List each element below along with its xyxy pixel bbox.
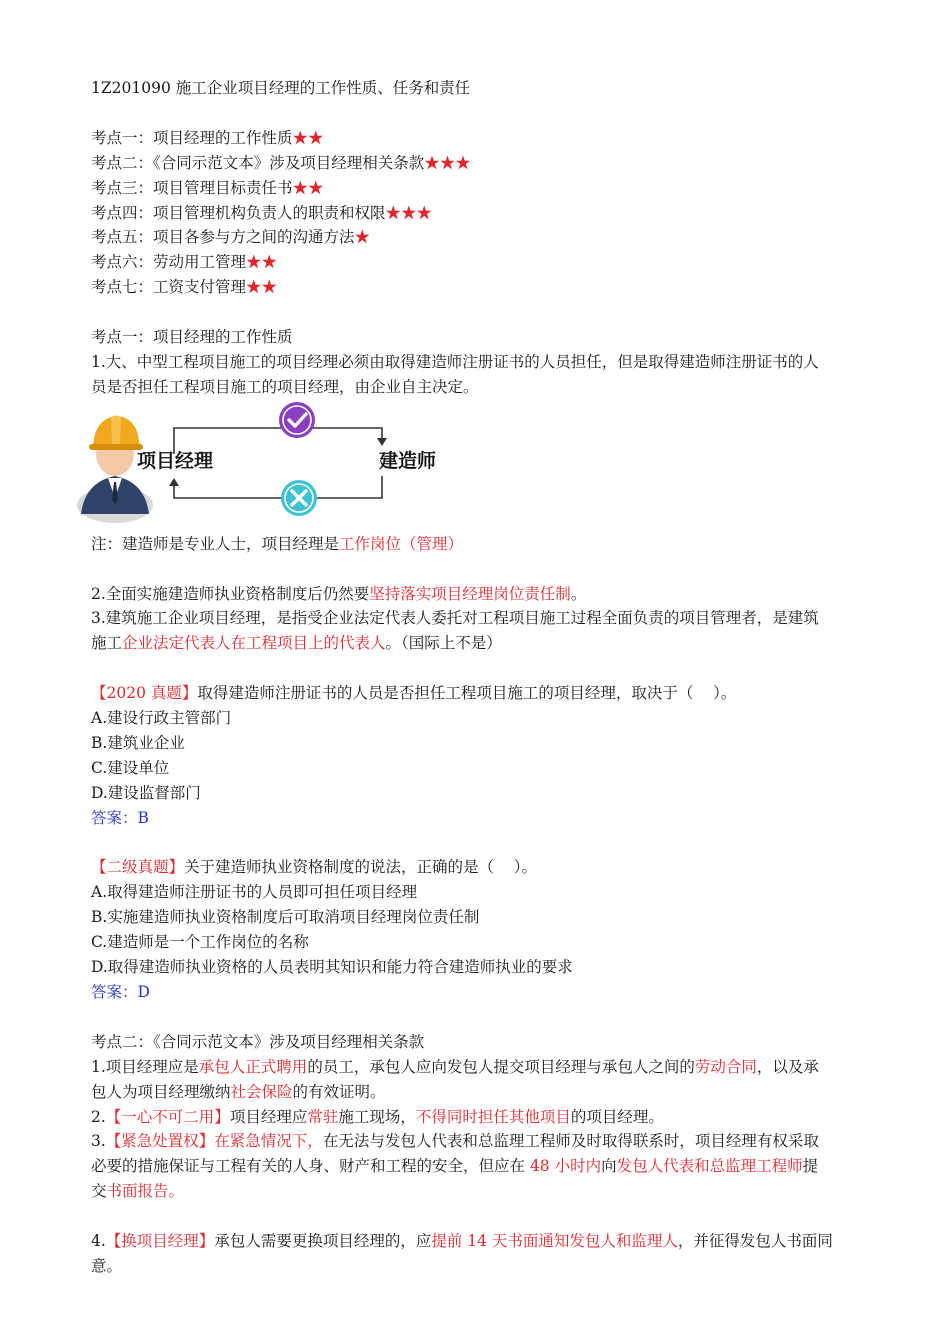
document-page (91, 76, 883, 1279)
paragraph: 3.【紧急处置权】在紧急情况下，在无法与发包人代表和总监理工程师及时取得联系时，项目经理有权采取 (91, 1132, 819, 1151)
constructor-label: 建造师 (379, 449, 437, 472)
paragraph: 2.全面实施建造师执业资格制度后仍然要坚持落实项目经理岗位责任制。 (91, 584, 587, 603)
paragraph: 4.【换项目经理】承包人需要更换项目经理的，应提前 14 天书面通知发包人和监理人，并征得发包人书面同 (91, 1232, 833, 1251)
check-icon (279, 402, 315, 438)
exam-point: 考点五：项目各参与方之间的沟通方法★ (91, 228, 371, 247)
answer-option: B.实施建造师执业资格制度后可取消项目经理岗位责任制 (91, 908, 480, 927)
answer-option: C.建设单位 (91, 758, 170, 777)
question-tag: 【2020 真题】 (91, 684, 198, 703)
paragraph: 意。 (91, 1256, 123, 1275)
exam-point: 考点七：工资支付管理★★ (91, 278, 278, 297)
paragraph: 2.【一心不可二用】项目经理应常驻施工现场，不得同时担任其他项目的项目经理。 (91, 1107, 664, 1126)
paragraph: 施工企业法定代表人在工程项目上的代表人。（国际上不是） (91, 634, 502, 653)
paragraph: 必要的措施保证与工程有关的人身、财产和工程的安全，但应在 48 小时内向发包人代表和总监理工程师提 (91, 1157, 819, 1176)
answer-option: B.建筑业企业 (91, 733, 185, 752)
paragraph: 员是否担任工程项目施工的项目经理，由企业自主决定。 (91, 377, 479, 396)
question-stem: 【二级真题】关于建造师执业资格制度的说法，正确的是（ ）。 (91, 858, 537, 877)
answer-text: 答案：D (91, 983, 150, 1002)
exam-point: 考点一：项目经理的工作性质★★ (91, 128, 324, 147)
cross-icon (281, 480, 317, 516)
section1-title: 考点一：项目经理的工作性质 (91, 328, 293, 347)
paragraph: 交书面报告。 (91, 1182, 185, 1201)
paragraph: 包人为项目经理缴纳社会保险的有效证明。 (91, 1082, 386, 1101)
exam-point: 考点六：劳动用工管理★★ (91, 253, 278, 272)
question-stem: 【2020 真题】取得建造师注册证书的人员是否担任工程项目施工的项目经理，取决于（ ）。 (91, 684, 737, 703)
question-tag: 【二级真题】 (91, 858, 185, 877)
star-rating: ★ (354, 228, 371, 247)
exam-point: 考点三：项目管理目标责任书★★ (91, 178, 324, 197)
star-rating: ★★ (292, 178, 324, 197)
question-block (91, 855, 883, 1004)
paragraph: 1.项目经理应是承包人正式聘用的员工，承包人应向发包人提交项目经理与承包人之间的劳动合同，以及承 (91, 1057, 819, 1076)
exam-points-list (91, 126, 883, 300)
star-rating: ★★ (246, 278, 278, 297)
answer-option: A.取得建造师注册证书的人员即可担任项目经理 (91, 883, 418, 902)
exam-point: 考点四：项目管理机构负责人的职责和权限★★★ (91, 203, 433, 222)
star-rating: ★★★ (424, 153, 471, 172)
answer-option: D.取得建造师执业资格的人员表明其知识和能力符合建造师执业的要求 (91, 958, 573, 977)
project-manager-label: 项目经理 (137, 449, 214, 472)
answer-option: A.建设行政主管部门 (91, 709, 232, 728)
arrow-down-icon (377, 438, 387, 446)
note: 注：建造师是专业人士，项目经理是工作岗位（管理） (91, 534, 464, 553)
star-rating: ★★★ (385, 203, 433, 222)
paragraph: 1.大、中型工程项目施工的项目经理必须由取得建造师注册证书的人员担任，但是取得建造师注册证书的人 (91, 352, 819, 371)
section2-title: 考点二：《合同示范文本》涉及项目经理相关条款 (91, 1032, 425, 1051)
exam-point: 考点二：《合同示范文本》涉及项目经理相关条款★★★ (91, 153, 471, 172)
answer-option: D.建设监督部门 (91, 783, 201, 802)
paragraph: 3.建筑施工企业项目经理，是指受企业法定代表人委托对工程项目施工过程全面负责的项目管理者，是建筑 (91, 609, 819, 628)
star-rating: ★★ (292, 128, 324, 147)
bottom-connector (174, 476, 382, 498)
star-rating: ★★ (246, 253, 278, 272)
arrow-up-icon (169, 478, 179, 486)
section-heading: 1Z201090 施工企业项目经理的工作性质、任务和责任 (91, 79, 471, 97)
relationship-diagram (91, 402, 883, 532)
answer-text: 答案：B (91, 808, 149, 827)
question-block (91, 681, 883, 830)
answer-option: C.建造师是一个工作岗位的名称 (91, 933, 309, 952)
